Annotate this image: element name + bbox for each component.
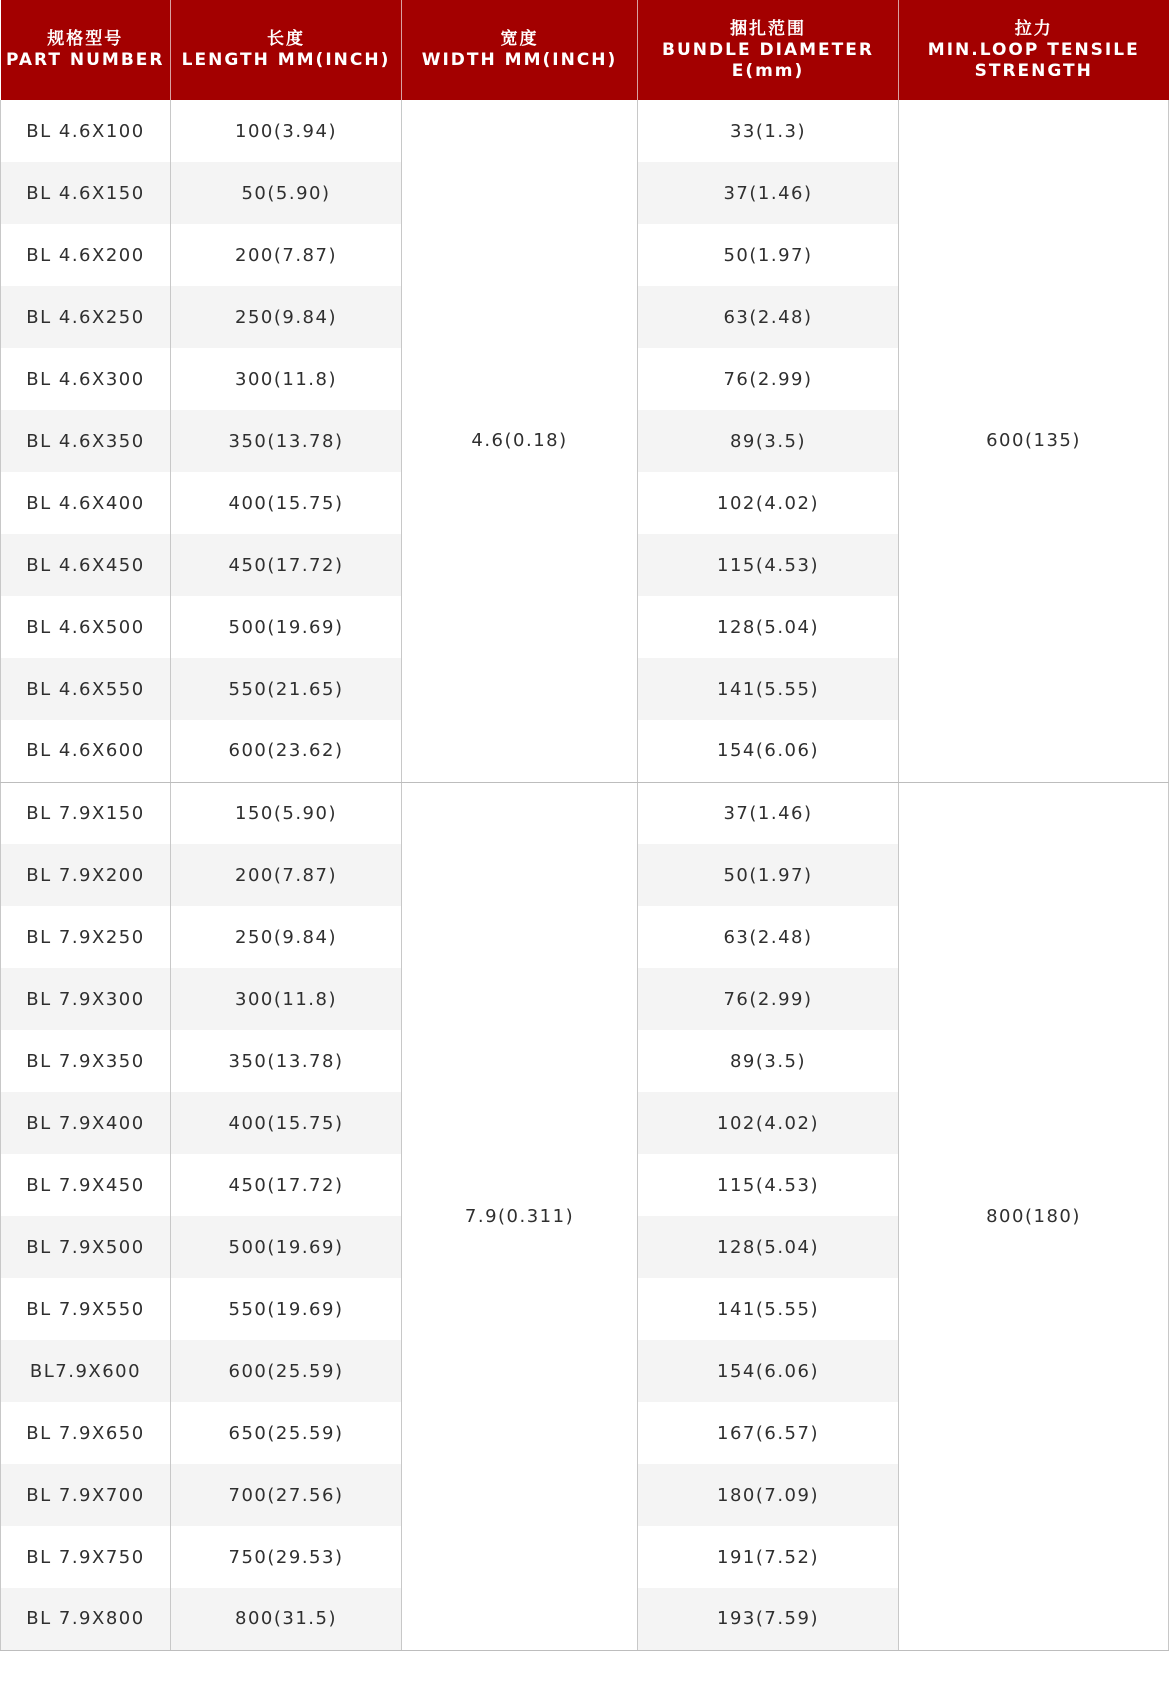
cell-bundle-diameter: 50(1.97) <box>638 224 899 286</box>
cell-width: 7.9(0.311) <box>402 782 638 1650</box>
cell-part-number: BL 7.9X250 <box>1 906 171 968</box>
cell-bundle-diameter: 102(4.02) <box>638 1092 899 1154</box>
header-bundle-zh: 捆扎范围 <box>730 18 806 39</box>
cell-bundle-diameter: 37(1.46) <box>638 782 899 844</box>
cell-length: 250(9.84) <box>171 286 402 348</box>
cell-length: 700(27.56) <box>171 1464 402 1526</box>
cell-length: 600(25.59) <box>171 1340 402 1402</box>
cell-part-number: BL 7.9X750 <box>1 1526 171 1588</box>
cell-part-number: BL 4.6X300 <box>1 348 171 410</box>
cell-length: 150(5.90) <box>171 782 402 844</box>
cell-part-number: BL 4.6X500 <box>1 596 171 658</box>
cell-part-number: BL 4.6X350 <box>1 410 171 472</box>
cell-bundle-diameter: 76(2.99) <box>638 968 899 1030</box>
cell-bundle-diameter: 115(4.53) <box>638 534 899 596</box>
cell-part-number: BL 7.9X300 <box>1 968 171 1030</box>
cell-bundle-diameter: 128(5.04) <box>638 1216 899 1278</box>
cell-width: 4.6(0.18) <box>402 100 638 782</box>
header-length-en: LENGTH MM(INCH) <box>181 50 391 70</box>
cell-bundle-diameter: 89(3.5) <box>638 1030 899 1092</box>
table-body <box>1 100 1169 1650</box>
header-tensile-zh: 拉力 <box>1014 18 1053 39</box>
cell-length: 400(15.75) <box>171 472 402 534</box>
cell-bundle-diameter: 191(7.52) <box>638 1526 899 1588</box>
table-row <box>1 782 1169 844</box>
header-part-number-zh: 规格型号 <box>47 29 124 49</box>
cell-bundle-diameter: 37(1.46) <box>638 162 899 224</box>
header-length-zh: 长度 <box>267 29 305 49</box>
cell-bundle-diameter: 63(2.48) <box>638 906 899 968</box>
header-bundle-en2: E(mm) <box>731 60 805 81</box>
cell-length: 600(23.62) <box>171 720 402 782</box>
cell-part-number: BL 7.9X500 <box>1 1216 171 1278</box>
header-bundle-en: BUNDLE DIAMETER <box>662 39 874 60</box>
cell-part-number: BL 7.9X700 <box>1 1464 171 1526</box>
cell-length: 200(7.87) <box>171 224 402 286</box>
cell-part-number: BL7.9X600 <box>1 1340 171 1402</box>
cell-bundle-diameter: 102(4.02) <box>638 472 899 534</box>
cell-length: 650(25.59) <box>171 1402 402 1464</box>
cell-length: 500(19.69) <box>171 1216 402 1278</box>
cell-bundle-diameter: 115(4.53) <box>638 1154 899 1216</box>
cell-length: 300(11.8) <box>171 348 402 410</box>
cell-part-number: BL 7.9X200 <box>1 844 171 906</box>
cell-part-number: BL 7.9X400 <box>1 1092 171 1154</box>
cell-bundle-diameter: 154(6.06) <box>638 720 899 782</box>
header-tensile-strength <box>899 0 1169 100</box>
cell-length: 550(21.65) <box>171 658 402 720</box>
cell-part-number: BL 7.9X150 <box>1 782 171 844</box>
cell-part-number: BL 4.6X150 <box>1 162 171 224</box>
cell-length: 450(17.72) <box>171 534 402 596</box>
cell-length: 500(19.69) <box>171 596 402 658</box>
cell-bundle-diameter: 33(1.3) <box>638 100 899 162</box>
cell-bundle-diameter: 141(5.55) <box>638 1278 899 1340</box>
cell-part-number: BL 7.9X550 <box>1 1278 171 1340</box>
cell-length: 350(13.78) <box>171 1030 402 1092</box>
cell-part-number: BL 4.6X100 <box>1 100 171 162</box>
cell-bundle-diameter: 89(3.5) <box>638 410 899 472</box>
cell-part-number: BL 7.9X800 <box>1 1588 171 1650</box>
cell-length: 550(19.69) <box>171 1278 402 1340</box>
cell-part-number: BL 7.9X650 <box>1 1402 171 1464</box>
cell-tensile-strength: 800(180) <box>899 782 1169 1650</box>
cell-length: 250(9.84) <box>171 906 402 968</box>
cell-length: 350(13.78) <box>171 410 402 472</box>
cell-length: 50(5.90) <box>171 162 402 224</box>
table-header <box>1 0 1169 100</box>
cell-length: 200(7.87) <box>171 844 402 906</box>
cell-bundle-diameter: 50(1.97) <box>638 844 899 906</box>
header-bundle-diameter <box>638 0 899 100</box>
header-width-zh: 宽度 <box>500 29 539 49</box>
cell-length: 100(3.94) <box>171 100 402 162</box>
header-width <box>402 0 638 100</box>
cell-length: 750(29.53) <box>171 1526 402 1588</box>
cell-part-number: BL 4.6X450 <box>1 534 171 596</box>
header-width-en: WIDTH MM(INCH) <box>421 50 618 70</box>
cell-bundle-diameter: 154(6.06) <box>638 1340 899 1402</box>
cell-part-number: BL 7.9X350 <box>1 1030 171 1092</box>
cell-length: 300(11.8) <box>171 968 402 1030</box>
header-part-number <box>1 0 171 100</box>
cell-part-number: BL 4.6X400 <box>1 472 171 534</box>
cell-bundle-diameter: 76(2.99) <box>638 348 899 410</box>
cell-part-number: BL 4.6X250 <box>1 286 171 348</box>
cell-bundle-diameter: 63(2.48) <box>638 286 899 348</box>
header-part-number-en: PART NUMBER <box>5 50 165 70</box>
cell-bundle-diameter: 180(7.09) <box>638 1464 899 1526</box>
header-length <box>171 0 402 100</box>
cell-part-number: BL 4.6X600 <box>1 720 171 782</box>
cell-length: 400(15.75) <box>171 1092 402 1154</box>
cell-part-number: BL 7.9X450 <box>1 1154 171 1216</box>
cell-length: 450(17.72) <box>171 1154 402 1216</box>
cell-bundle-diameter: 128(5.04) <box>638 596 899 658</box>
cell-tensile-strength: 600(135) <box>899 100 1169 782</box>
header-tensile-en: MIN.LOOP TENSILE <box>927 39 1140 60</box>
cell-part-number: BL 4.6X550 <box>1 658 171 720</box>
header-tensile-en2: STRENGTH <box>974 60 1093 81</box>
cell-bundle-diameter: 167(6.57) <box>638 1402 899 1464</box>
cell-bundle-diameter: 141(5.55) <box>638 658 899 720</box>
cell-bundle-diameter: 193(7.59) <box>638 1588 899 1650</box>
table-row <box>1 100 1169 162</box>
cell-part-number: BL 4.6X200 <box>1 224 171 286</box>
cell-length: 800(31.5) <box>171 1588 402 1650</box>
